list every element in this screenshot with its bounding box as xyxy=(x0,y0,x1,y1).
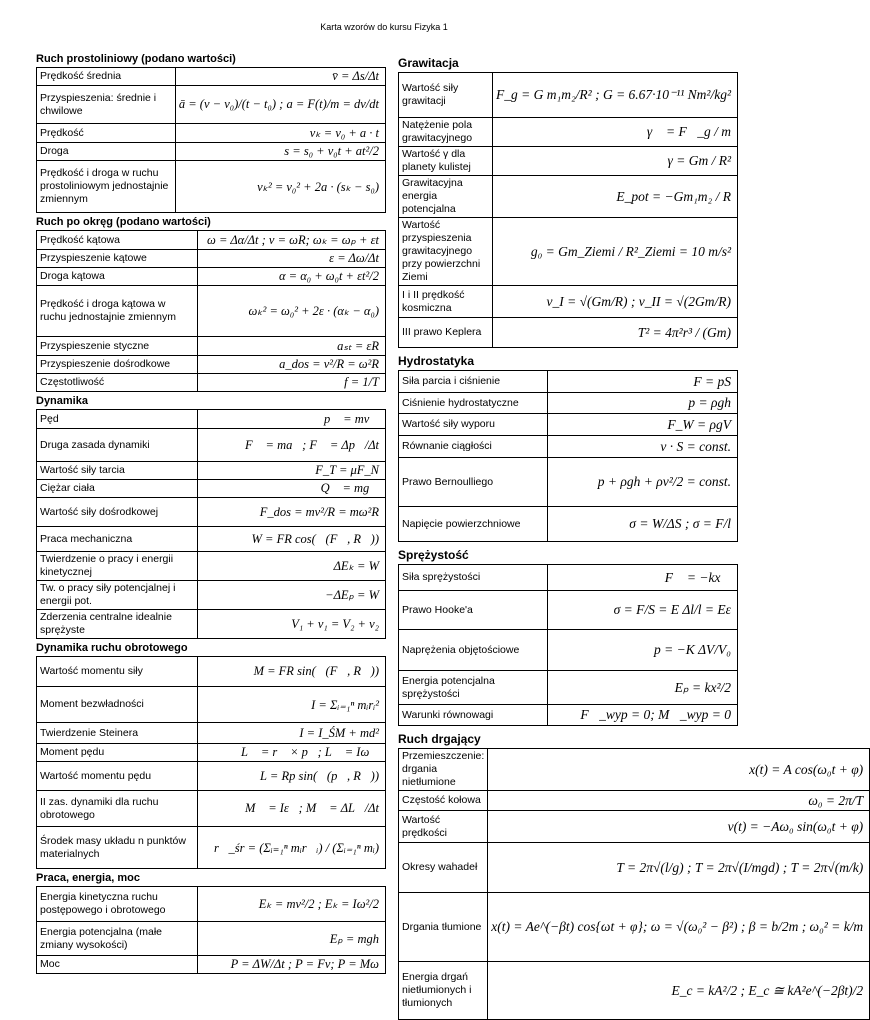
formula-expression: p + ρgh + ρv²/2 = const. xyxy=(548,458,738,507)
formula-label: Moc xyxy=(37,956,198,974)
formula-row xyxy=(37,827,386,869)
formula-label: Wartość siły grawitacji xyxy=(399,73,493,118)
formula-expression: r⃗_śr = (Σᵢ₌₁ⁿ mᵢr⃗ᵢ) / (Σᵢ₌₁ⁿ mᵢ) xyxy=(197,827,385,869)
formula-label: Energia kinetyczna ruchu postępowego i obrotowego xyxy=(37,887,198,922)
formula-label: Częstość kołowa xyxy=(399,791,488,811)
formula-label: Częstotliwość xyxy=(37,374,198,392)
formula-row xyxy=(37,268,386,286)
formula-row xyxy=(37,581,386,610)
formula-expression: p⃗ = mv⃗ xyxy=(197,410,385,429)
formula-label: Wartość przyspieszenia grawitacyjnego przy powierzchni Ziemi xyxy=(399,218,493,286)
formula-row xyxy=(37,161,386,213)
formula-row xyxy=(399,458,738,507)
formula-row xyxy=(37,410,386,429)
formula-expression: p = ρgh xyxy=(548,393,738,414)
formula-label: Siła sprężystości xyxy=(399,565,548,591)
formula-label: Prawo Bernoulliego xyxy=(399,458,548,507)
formula-label: Pęd xyxy=(37,410,198,429)
formula-label: Energia potencjalna (małe zmiany wysokości) xyxy=(37,922,198,956)
formula-row xyxy=(399,286,738,318)
formula-expression: v_I = √(Gm/R) ; v_II = √(2Gm/R) xyxy=(493,286,738,318)
formula-row xyxy=(399,118,738,147)
formula-label: Wartość momentu pędu xyxy=(37,762,198,791)
formula-row xyxy=(37,687,386,723)
formula-label: III prawo Keplera xyxy=(399,318,493,348)
formula-expression: Q⃗ = mg⃗ xyxy=(197,480,385,498)
formula-expression: F⃗ = −kx⃗ xyxy=(548,565,738,591)
formula-row xyxy=(37,429,386,462)
formula-label: Okresy wahadeł xyxy=(399,843,488,893)
formula-row xyxy=(37,337,386,356)
formula-label: Moment bezwładności xyxy=(37,687,198,723)
formula-row xyxy=(37,527,386,552)
formula-expression: α = α₀ + ω₀t + εt²/2 xyxy=(197,268,385,286)
formula-table xyxy=(36,230,386,392)
formula-label: Napięcie powierzchniowe xyxy=(399,507,548,542)
formula-row xyxy=(399,843,870,893)
formula-expression: f = 1/T xyxy=(197,374,385,392)
formula-label: Prawo Hooke'a xyxy=(399,591,548,630)
section-title: Praca, energia, moc xyxy=(36,872,140,884)
formula-expression: P = ΔW/Δt ; P = Fv; P = Mω xyxy=(197,956,385,974)
formula-label: Energia potencjalna sprężystości xyxy=(399,671,548,705)
formula-label: Środek masy układu n punktów materialnych xyxy=(37,827,198,869)
formula-expression: F_W = ρgV xyxy=(548,414,738,436)
formula-row xyxy=(399,371,738,393)
formula-row xyxy=(37,68,386,86)
formula-table xyxy=(36,656,386,869)
section-title: Grawitacja xyxy=(398,56,459,70)
formula-table xyxy=(398,370,738,542)
formula-row xyxy=(37,922,386,956)
formula-row xyxy=(37,956,386,974)
formula-row xyxy=(399,218,738,286)
formula-table xyxy=(398,564,738,726)
formula-label: Siła parcia i ciśnienie xyxy=(399,371,548,393)
formula-expression: vₖ = v₀ + a · t xyxy=(175,124,385,143)
formula-expression: M = FR sin(∢(F⃗, R⃗)) xyxy=(197,657,385,687)
formula-label: Wartość siły dośrodkowej xyxy=(37,498,198,527)
formula-expression: x(t) = A cos(ω₀t + φ) xyxy=(488,749,870,791)
formula-label: Grawitacyjna energia potencjalna xyxy=(399,176,493,218)
formula-expression: ω₀ = 2π/T xyxy=(488,791,870,811)
formula-label: Drgania tłumione xyxy=(399,893,488,962)
section-title: Hydrostatyka xyxy=(398,354,475,368)
formula-label: Równanie ciągłości xyxy=(399,436,548,458)
formula-expression: g₀ = Gm_Ziemi / R²_Ziemi = 10 m/s² xyxy=(493,218,738,286)
formula-label: Prędkość xyxy=(37,124,176,143)
formula-expression: s = s₀ + v₀t + at²/2 xyxy=(175,143,385,161)
section-title: Ruch po okręg (podano wartości) xyxy=(36,216,211,228)
formula-row xyxy=(37,374,386,392)
section-title: Dynamika ruchu obrotowego xyxy=(36,642,188,654)
formula-label: Prędkość i droga kątowa w ruchu jednostajnie zmiennym xyxy=(37,286,198,337)
formula-label: Przyspieszenie dośrodkowe xyxy=(37,356,198,374)
formula-row xyxy=(399,749,870,791)
formula-expression: F_g = G m₁m₂/R² ; G = 6.67·10⁻¹¹ Nm²/kg² xyxy=(493,73,738,118)
formula-expression: T² = 4π²r³ / (Gm) xyxy=(493,318,738,348)
formula-label: Wartość momentu siły xyxy=(37,657,198,687)
formula-expression: V₁ + v₁ = V₂ + v₂ xyxy=(197,610,385,639)
formula-label: Tw. o pracy siły potencjalnej i energii pot. xyxy=(37,581,198,610)
formula-expression: F_T = μF_N xyxy=(197,462,385,480)
formula-row xyxy=(37,356,386,374)
right-column xyxy=(398,50,864,1020)
left-column xyxy=(36,50,386,974)
formula-label: Przyspieszenie styczne xyxy=(37,337,198,356)
formula-label: Droga xyxy=(37,143,176,161)
formula-label: II zas. dynamiki dla ruchu obrotowego xyxy=(37,791,198,827)
section-title: Sprężystość xyxy=(398,548,469,562)
formula-row xyxy=(399,811,870,843)
formula-expression: a_dos = v²/R = ω²R xyxy=(197,356,385,374)
formula-row xyxy=(399,630,738,671)
formula-expression: v(t) = −Aω₀ sin(ω₀t + φ) xyxy=(488,811,870,843)
formula-expression: E_c = kA²/2 ; E_c ≅ kA²e^(−2βt)/2 xyxy=(488,962,870,1020)
formula-label: Przemieszczenie: drgania nietłumione xyxy=(399,749,488,791)
formula-expression: ωₖ² = ω₀² + 2ε · (αₖ − α₀) xyxy=(197,286,385,337)
formula-label: Prędkość i droga w ruchu prostoliniowym jednostajnie zmiennym xyxy=(37,161,176,213)
formula-row xyxy=(37,462,386,480)
formula-expression: Eₚ = mgh xyxy=(197,922,385,956)
formula-row xyxy=(37,143,386,161)
formula-table xyxy=(398,72,738,348)
formula-row xyxy=(37,744,386,762)
formula-row xyxy=(37,791,386,827)
formula-expression: x(t) = Ae^(−βt) cos{ωt + φ}; ω = √(ω₀² − β²) ; β = b/2m ; ω₀² = k/m xyxy=(488,893,870,962)
formula-table xyxy=(36,409,386,639)
formula-row xyxy=(399,791,870,811)
section-title: Ruch drgający xyxy=(398,732,481,746)
formula-label: Wartość siły wyporu xyxy=(399,414,548,436)
formula-expression: I = Σᵢ₌₁ⁿ mᵢrᵢ² xyxy=(197,687,385,723)
formula-table xyxy=(36,67,386,213)
formula-expression: F_dos = mv²/R = mω²R xyxy=(197,498,385,527)
section-title: Dynamika xyxy=(36,395,88,407)
formula-label: Natężenie pola grawitacyjnego xyxy=(399,118,493,147)
formula-row xyxy=(399,73,738,118)
formula-label: Naprężenia objętościowe xyxy=(399,630,548,671)
formula-label: Ciśnienie hydrostatyczne xyxy=(399,393,548,414)
formula-expression: F = pS xyxy=(548,371,738,393)
formula-row xyxy=(37,762,386,791)
formula-row xyxy=(37,723,386,744)
formula-label: Ciężar ciała xyxy=(37,480,198,498)
formula-expression: F⃗_wyp = 0; M⃗_wyp = 0 xyxy=(548,705,738,726)
formula-row xyxy=(399,393,738,414)
formula-row xyxy=(399,507,738,542)
formula-row xyxy=(37,657,386,687)
formula-row xyxy=(399,591,738,630)
formula-label: Wartość γ dla planety kulistej xyxy=(399,147,493,176)
formula-label: Przyspieszenie kątowe xyxy=(37,250,198,268)
formula-row xyxy=(37,887,386,922)
formula-row xyxy=(37,552,386,581)
formula-expression: σ = W/ΔS ; σ = F/l xyxy=(548,507,738,542)
formula-label: Zderzenia centralne idealnie sprężyste xyxy=(37,610,198,639)
formula-expression: v̄ = Δs/Δt xyxy=(175,68,385,86)
formula-row xyxy=(399,565,738,591)
formula-row xyxy=(37,286,386,337)
formula-row xyxy=(37,498,386,527)
formula-expression: T = 2π√(l/g) ; T = 2π√(I/mgd) ; T = 2π√(m/k) xyxy=(488,843,870,893)
formula-row xyxy=(399,176,738,218)
formula-row xyxy=(37,610,386,639)
formula-label: Prędkość średnia xyxy=(37,68,176,86)
formula-expression: σ = F/S = E Δl/l = Eε xyxy=(548,591,738,630)
formula-expression: F⃗ = ma⃗; F⃗ = Δp⃗/Δt xyxy=(197,429,385,462)
formula-row xyxy=(399,962,870,1020)
formula-row xyxy=(399,893,870,962)
formula-expression: W = FR cos(∢(F⃗, R⃗)) xyxy=(197,527,385,552)
formula-expression: ā = (v − v₀)/(t − t₀) ; a = F(t)/m = dv/dt xyxy=(175,86,385,124)
formula-row xyxy=(399,318,738,348)
formula-row xyxy=(37,231,386,250)
formula-row xyxy=(399,436,738,458)
formula-expression: Eₖ = mv²/2 ; Eₖ = Iω²/2 xyxy=(197,887,385,922)
formula-row xyxy=(399,705,738,726)
formula-label: Twierdzenie Steinera xyxy=(37,723,198,744)
formula-expression: aₛₜ = εR xyxy=(197,337,385,356)
formula-row xyxy=(399,414,738,436)
formula-expression: ε = Δω/Δt xyxy=(197,250,385,268)
formula-label: Praca mechaniczna xyxy=(37,527,198,552)
formula-label: Prędkość kątowa xyxy=(37,231,198,250)
formula-label: Moment pędu xyxy=(37,744,198,762)
formula-expression: ΔEₖ = W xyxy=(197,552,385,581)
formula-expression: M⃗ = Iε⃗; M⃗ = ΔL⃗/Δt xyxy=(197,791,385,827)
section-title: Ruch prostoliniowy (podano wartości) xyxy=(36,53,236,65)
formula-row xyxy=(37,86,386,124)
formula-expression: γ⃗ = F⃗_g / m xyxy=(493,118,738,147)
formula-row xyxy=(37,124,386,143)
formula-label: Twierdzenie o pracy i energii kinetycznej xyxy=(37,552,198,581)
formula-expression: L⃗ = r⃗ × p⃗; L⃗ = Iω⃗ xyxy=(197,744,385,762)
formula-expression: L = Rp sin(∢(p⃗, R⃗)) xyxy=(197,762,385,791)
formula-expression: −ΔEₚ = W xyxy=(197,581,385,610)
formula-table xyxy=(36,886,386,974)
formula-label: Przyspieszenia: średnie i chwilowe xyxy=(37,86,176,124)
formula-label: I i II prędkość kosmiczna xyxy=(399,286,493,318)
formula-label: Energia drgań nietłumionych i tłumionych xyxy=(399,962,488,1020)
formula-expression: I = I_ŚM + md² xyxy=(197,723,385,744)
formula-label: Wartość siły tarcia xyxy=(37,462,198,480)
formula-expression: E_pot = −Gm₁m₂ / R xyxy=(493,176,738,218)
formula-expression: γ = Gm / R² xyxy=(493,147,738,176)
formula-expression: vₖ² = v₀² + 2a · (sₖ − s₀) xyxy=(175,161,385,213)
page-title: Karta wzorów do kursu Fizyka 1 xyxy=(320,22,448,32)
formula-table xyxy=(398,748,870,1020)
formula-row xyxy=(399,147,738,176)
formula-label: Droga kątowa xyxy=(37,268,198,286)
formula-row xyxy=(37,250,386,268)
formula-expression: ω = Δα/Δt ; v = ωR; ωₖ = ωₚ + εt xyxy=(197,231,385,250)
formula-label: Druga zasada dynamiki xyxy=(37,429,198,462)
formula-row xyxy=(399,671,738,705)
formula-label: Wartość prędkości xyxy=(399,811,488,843)
formula-expression: Eₚ = kx²/2 xyxy=(548,671,738,705)
formula-row xyxy=(37,480,386,498)
formula-expression: v · S = const. xyxy=(548,436,738,458)
formula-label: Warunki równowagi xyxy=(399,705,548,726)
formula-expression: p = −K ΔV/V₀ xyxy=(548,630,738,671)
